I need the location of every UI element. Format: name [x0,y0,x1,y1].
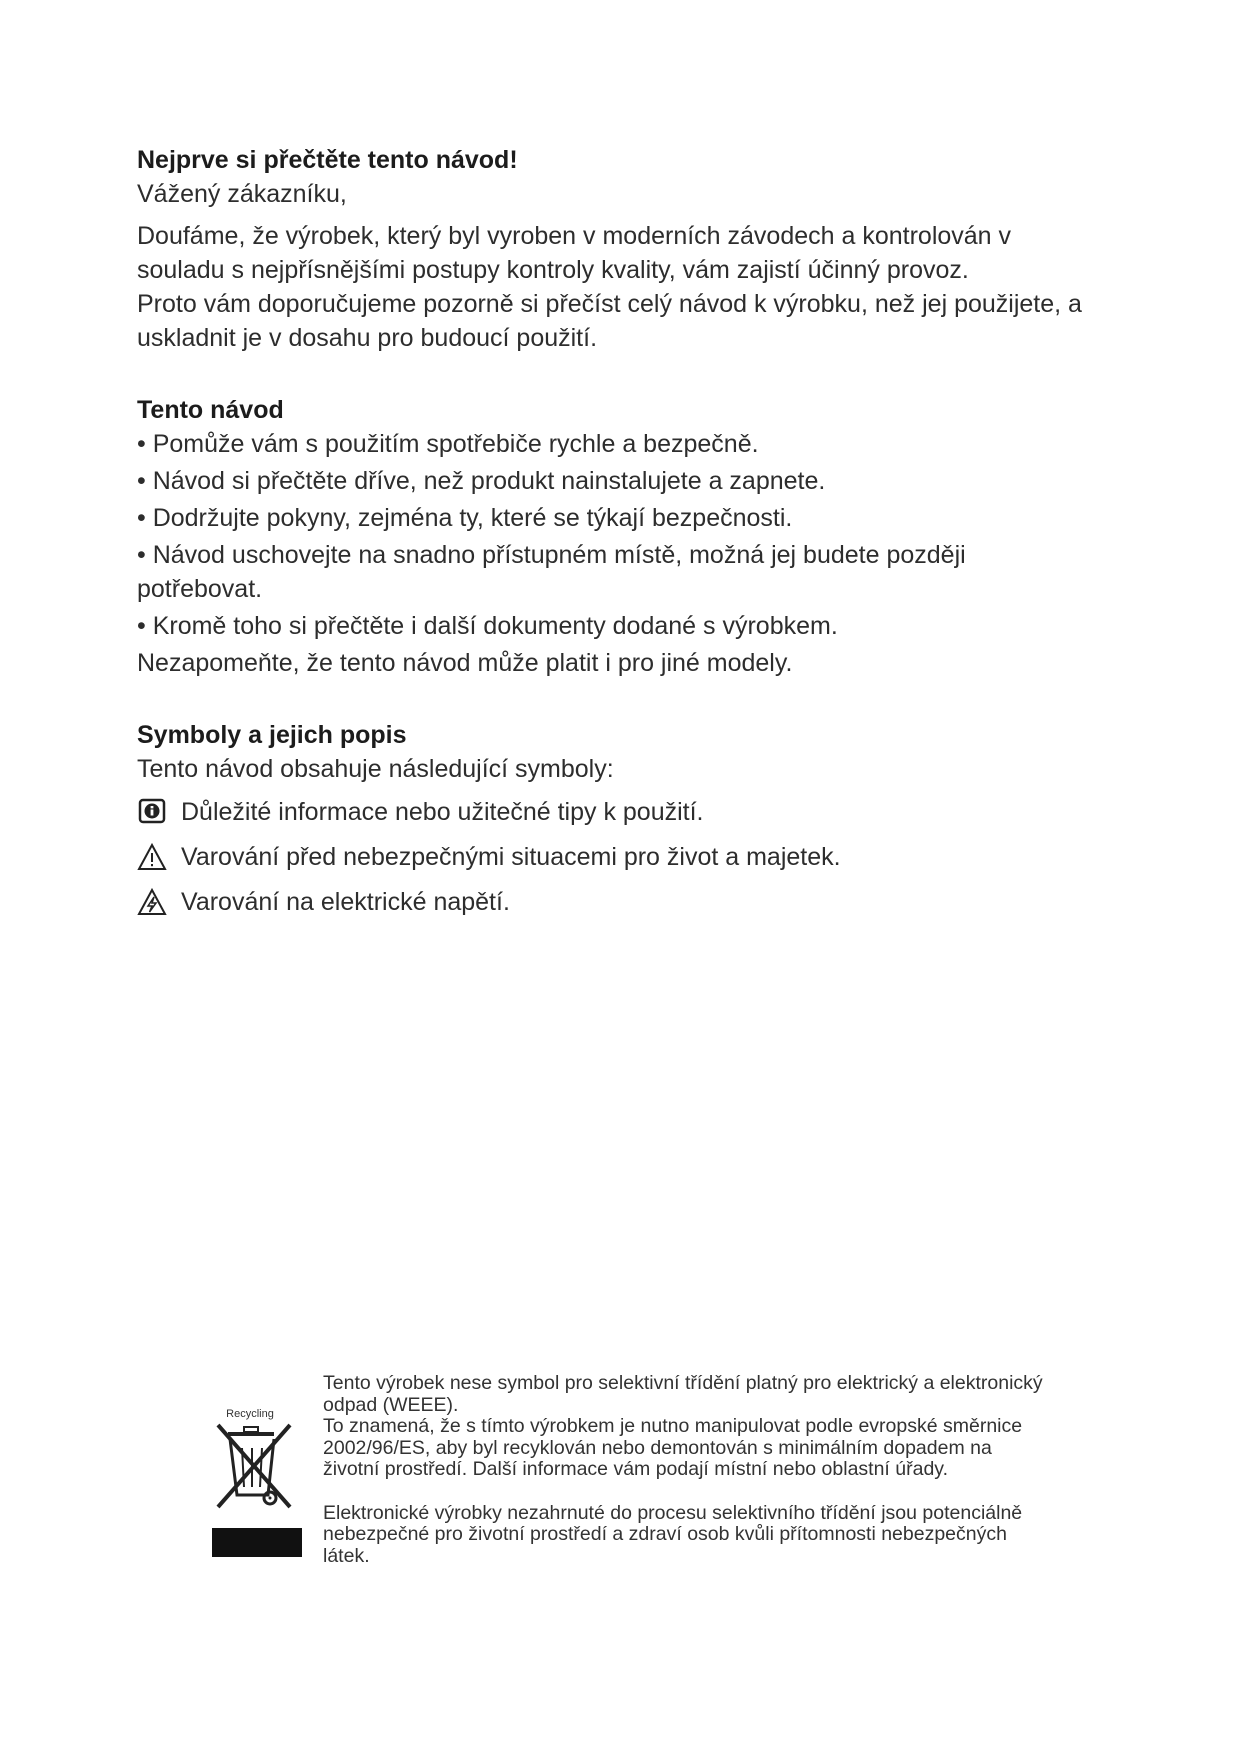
warning-triangle-icon [137,842,167,872]
manual-section-title: Tento návod [137,396,284,424]
symbol-text-warning: Varování před nebezpečnými situacemi pro život a majetek. [181,842,841,871]
manual-bullet: • Návod si přečtěte dříve, než produkt nainstalujete a zapnete. [137,467,826,495]
symbol-row-warning [137,838,1097,876]
intro-paragraph-1: Doufáme, že výrobek, který byl vyroben v moderních závodech a kontrolován v souladu s nejpřísnějšími postupy kontroly kvality, vám zajistí účinný provoz. [137,222,1012,284]
symbol-row-electric [137,883,1097,921]
weee-paragraph-3: Elektronické výrobky nezahrnuté do procesu selektivního třídění jsou potenciálně nebezpečné pro životní prostředí a zdraví osob kvůli přítomnosti nebezpečných látek. [323,1501,1023,1567]
weee-paragraph-2: To znamená, že s tímto výrobkem je nutno manipulovat podle evropské směrnice 2002/96/ES, aby byl recyklován nebo demontován s minimálním dopadem na životní prostředí. Další informace vám podají místní nebo oblastní úřady. [323,1415,1023,1480]
symbol-text-electric: Varování na elektrické napětí. [181,887,510,916]
symbol-row-info [137,793,1097,831]
recycling-label: Recycling [226,1408,274,1420]
manual-bullet: • Návod uschovejte na snadno přístupném místě, možná jej budete později potřebovat. [137,541,966,603]
manual-bullet: • Kromě toho si přečtěte i další dokumenty dodané s výrobkem. [137,612,838,640]
weee-text-block [323,1373,1043,1567]
weee-paragraph-1: Tento výrobek nese symbol pro selektivní třídění platný pro elektrický a elektronický odpad (WEEE). [323,1372,1043,1416]
symbols-section-title: Symboly a jejich popis [137,721,407,749]
manual-bullet: • Pomůže vám s použitím spotřebiče rychle a bezpečně. [137,430,759,458]
weee-notice [210,1372,1043,1613]
salutation: Vážený zákazníku, [137,180,347,208]
manual-bullet: • Dodržujte pokyny, zejména ty, které se týkají bezpečnosti. [137,504,793,532]
intro-title: Nejprve si přečtěte tento návod! [137,146,518,174]
electric-warning-icon [137,887,167,917]
info-icon [137,797,167,827]
symbol-text-info: Důležité informace nebo užitečné tipy k použití. [181,797,704,826]
manual-note: Nezapomeňte, že tento návod může platit i pro jiné modely. [137,649,793,677]
main-content [137,143,1097,921]
symbols-intro: Tento návod obsahuje následující symboly: [137,755,614,783]
intro-paragraph-2: Proto vám doporučujeme pozorně si přečíst celý návod k výrobku, než jej použijete, a uskladnit je v dosahu pro budoucí použití. [137,290,1082,352]
recycling-bin-icon [210,1403,305,1568]
